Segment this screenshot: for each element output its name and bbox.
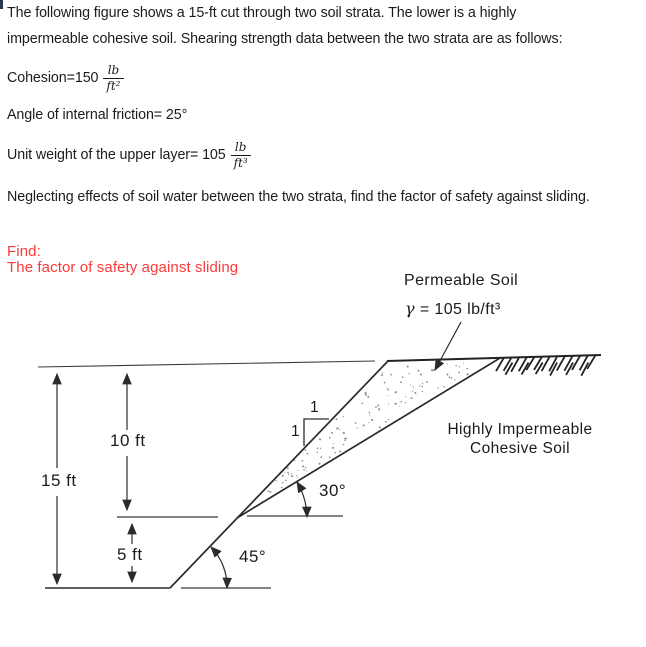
gamma-value: = 105 lb/ft³ bbox=[414, 301, 501, 318]
problem-intro-line2: impermeable cohesive soil. Shearing strength data between the two strata are as follows: bbox=[7, 31, 563, 47]
right-surface-line bbox=[387, 355, 601, 361]
impermeable-soil-line1: Highly Impermeable bbox=[447, 421, 593, 438]
permeable-pointer-arrow bbox=[435, 322, 461, 370]
dim-15ft-label: 15 ft bbox=[41, 471, 77, 490]
find-item: The factor of safety against sliding bbox=[7, 259, 239, 276]
dim-5ft-label: 5 ft bbox=[117, 545, 143, 564]
left-surface-line bbox=[38, 361, 375, 367]
angle-30-label: 30° bbox=[319, 481, 347, 500]
angle-45-label: 45° bbox=[239, 547, 267, 566]
ground-hatching bbox=[496, 356, 595, 376]
impermeable-soil-label bbox=[437, 420, 603, 458]
cohesion-denominator: ft² bbox=[103, 78, 123, 93]
unit-weight-numerator: lb bbox=[234, 139, 247, 154]
gamma-label bbox=[405, 299, 501, 319]
permeable-soil-label: Permeable Soil bbox=[404, 272, 519, 289]
cohesion-numerator: lb bbox=[107, 62, 120, 77]
dim-10ft-label: 10 ft bbox=[110, 431, 146, 450]
angle30-arc bbox=[297, 482, 307, 517]
impermeable-soil-line2: Cohesive Soil bbox=[470, 440, 570, 457]
friction-line: Angle of internal friction= 25° bbox=[7, 107, 188, 123]
unit-weight-label: Unit weight of the upper layer= 105 bbox=[7, 147, 226, 163]
unit-weight-denominator: ft³ bbox=[231, 155, 251, 170]
find-heading: Find: bbox=[7, 243, 41, 260]
problem-intro-line1: The following figure shows a 15-ft cut through two soil strata. The lower is a highly bbox=[7, 5, 517, 21]
cohesion-label: Cohesion=150 bbox=[7, 70, 99, 86]
neglect-line: Neglecting effects of soil water between the two strata, find the factor of safety against sliding. bbox=[7, 189, 590, 205]
slope-run-label: 1 bbox=[310, 399, 319, 416]
slope-rise-label: 1 bbox=[291, 423, 300, 440]
slope-ratio-marker bbox=[304, 419, 329, 446]
angle45-arc bbox=[211, 547, 227, 588]
gamma-symbol: γ bbox=[405, 299, 415, 318]
cut-face-line bbox=[170, 361, 388, 588]
